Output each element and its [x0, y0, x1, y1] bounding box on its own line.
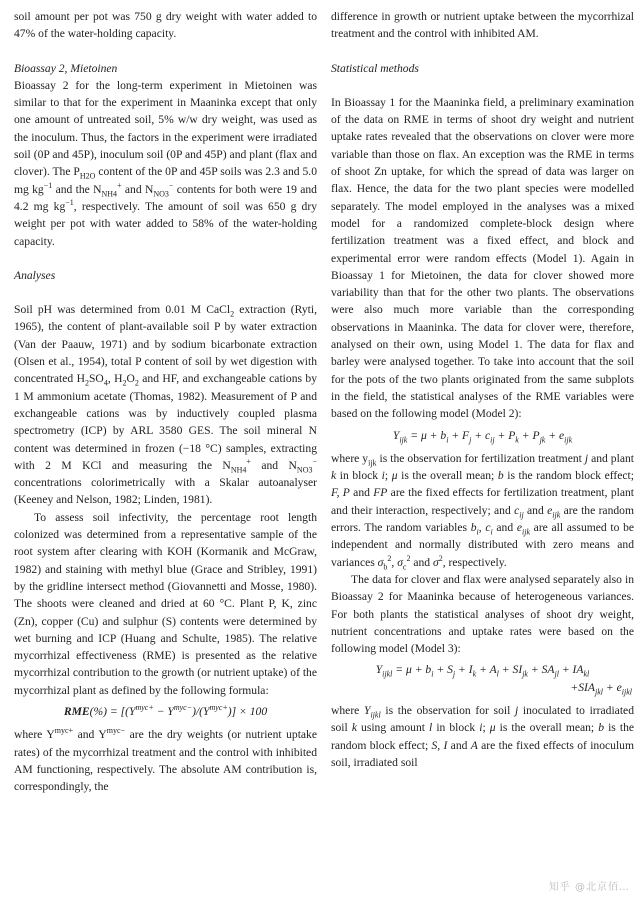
paragraph: The data for clover and flax were analysed separately also in Bioassay 2 for Maaninka because of heterogeneous variances. For both plants the statistical analyses of shoot dry weight, nutrient concentrations and uptake rates were based on the following model (Model 3):	[331, 572, 634, 656]
left-column	[14, 8, 317, 900]
formula-model-3-line-2: $+SIA_{jkl} + e_{ijkl}$	[570, 680, 632, 696]
paragraph: where $Y_{ijkl}$ is the observation for soil j inoculated to irradiated soil k using amount l in block i; μ is the overall mean; b is the random block effect; S, I and A are the fixed effects of inoculum soil, irradiated soil	[331, 703, 635, 769]
paragraph: where $y_{ijk}$ is the observation for fertilization treatment j and plant k in block i; μ is the overall mean; b is the random block effect; F, P and FP are the fixed effects for fertilization treatment, plant and their interaction, respectively; and $c_{ij}$ and $e_{ijk}$ are the random errors. The random variables $b_i$, $c_i$ and $e_{ijk}$ are all assumed to be independent and normally distributed with zero means and variances $\sigma_b^2$, $\sigma_c^2$ and $\sigma^2$, respectively.	[331, 451, 635, 571]
formula-rme: $RME(\%) = [(Y^{myc+} - Y^{myc-})/(Y^{myc+})] \times 100$	[63, 703, 268, 718]
watermark: 知乎 @北京佰…	[548, 881, 630, 893]
paragraph: Soil pH was determined from 0.01 M CaCl$_2$ extraction (Ryti, 1965), the content of plant-available soil P by water extraction (Van der Paauw, 1971) and by sodium bicarbonate extraction (Olsen et al., 1954), total P content of soil by wet digestion with concentrated $H_2SO_4$, $H_2O_2$ and HF, and exchangeable cations by 1 M ammonium acetate (Thomas, 1982). Measurement of P and exchangeable cations was by inductively coupled plasma spectrometry (ICP) by ARL 3580 GES. The soil mineral N content was determined in frozen (−18 °C) samples, extracting with 2 M KCl and measuring the $N_{NH4}^+$ and $N_{NO3}^-$ concentrations colorimetrically with a Skalar autoanalyser (Keeney and Nelson, 1982; Linden, 1981).	[14, 303, 318, 507]
section-heading: Bioassay 2, Mietoinen	[14, 61, 118, 75]
paragraph: soil amount per pot was 750 g dry weight with water added to 47% of the water-holding capacity.	[14, 10, 317, 41]
right-column	[331, 8, 634, 900]
formula-model-2: $Y_{ijk} = \mu + b_i + F_j + c_{ij} + P_k + P_{jk} + e_{ijk}$	[392, 428, 573, 444]
formula-model-3-line-1: $Y_{ijkl} = \mu + b_i + S_j + I_k + A_l + SI_{jk} + SA_{jl} + IA_{kl}$	[375, 663, 590, 679]
section-heading: Statistical methods	[331, 61, 419, 75]
paragraph: where $Y^{myc+}$ and $Y^{myc-}$ are the dry weights (or nutrient uptake rates) of the mycorrhizal treatment and the control with inhibited AM functioning, respectively. The absolute AM contribution is, correspondingly, the	[14, 726, 318, 794]
paragraph: In Bioassay 1 for the Maaninka field, a preliminary examination of the data on RME in terms of shoot dry weight and nutrient uptake rates revealed that the observations on clover were more variable than those on flax. An exception was the RME in terms of shoot Zn uptake, for which the spread of data was larger on flax. Hence, the data for the two plant species were modelled separately. The model employed in the analyses was a mixed model for a randomized complete-block design where fertilization treatment was a fixed effect, and block and experimental error were random effects (Model 1). Again in Bioassay 1 for Mietoinen, the data for clover showed more variability than that for the other two plants. The observations were also much more variable than the corresponding observations in Maaninka. The data for clover were, therefore, analysed on their own, using Model 1. The data for flax and barley were analysed together. To take into account that the soil for the pots of the two plants originated from the same subplots in the field, the statistical analyses of the RME variables were based on the following model (Model 2):	[331, 95, 634, 421]
paragraph: To assess soil infectivity, the percentage root length colonized was determined from a representative sample of the root system after clearing with KOH (Kormanik and McGraw, 1982) and staining with methyl blue (Grace and Stribley, 1991) by the gridline intersect method (Giovannetti and Mosse, 1980). The shoots were cleaned and dried at 60 °C. Plant P, K, zinc (Zn), copper (Cu) and sulphur (S) contents were determined by wet burning and ICP (Huang and Schulte, 1985). The relative mycorrhizal effectiveness (RME) is presented as the relative mycorrhizal contribution to the growth (or nutrient uptake) of the mycorrhizal plant as defined by the following formula:	[14, 510, 317, 697]
section-heading: Analyses	[14, 268, 56, 282]
paragraph: Bioassay 2 for the long-term experiment in Mietoinen was similar to that for the experiment in Maaninka except that only one amount of untreated soil, 5% w/w dry weight, was used as the inoculum. Thus, the factors in the experiment were irradiated soil (0P and 45P), inoculum soil (0P and 45P) and plant (flax and clover). The $P_{H2O}$ content of the 0P and 45P soils was 2.3 and 5.0 mg $kg^{-1}$ and the $N_{NH4}^+$ and $N_{NO3}^-$ contents for both were 19 and 4.2 mg $kg^{-1}$, respectively. The amount of soil was 650 g dry weight per pot with water added to 58% of the water-holding capacity.	[14, 78, 318, 248]
paragraph: difference in growth or nutrient uptake between the mycorrhizal treatment and the control with inhibited AM.	[331, 10, 634, 41]
